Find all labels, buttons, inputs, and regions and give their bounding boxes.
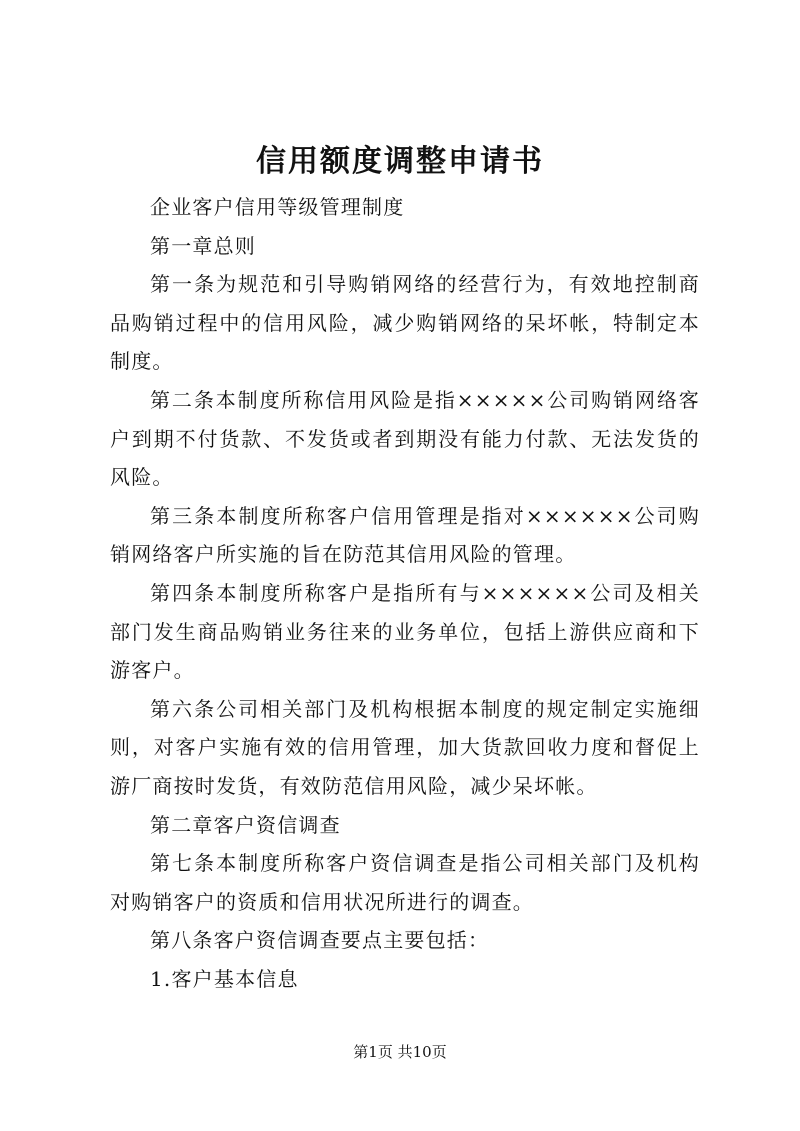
document-title: 信用额度调整申请书	[256, 144, 544, 179]
article-6: 第六条公司相关部门及机构根据本制度的规定制定实施细则，对客户实施有效的信用管理，加大货款回收力度和督促上游厂商按时发货，有效防范信用风险，减少呆坏帐。	[110, 696, 700, 798]
article-8: 第八条客户资信调查要点主要包括：	[150, 928, 490, 953]
article-4: 第四条本制度所称客户是指所有与××××××公司及相关部门发生商品购销业务往来的业务单位，包括上游供应商和下游客户。	[110, 580, 700, 683]
page-footer: 第1页 共10页	[353, 1043, 447, 1061]
chapter-heading-2: 第二章客户资信调查	[150, 812, 341, 837]
article-2: 第二条本制度所称信用风险是指×××××公司购销网络客户到期不付货款、不发货或者到期没有能力付款、无法发货的风险。	[110, 387, 700, 490]
paragraph-subtitle: 企业客户信用等级管理制度	[150, 195, 405, 219]
document-body	[110, 188, 700, 998]
chapter-heading-1: 第一章总则	[150, 233, 256, 258]
article-3: 第三条本制度所称客户信用管理是指对××××××公司购销网络客户所实施的旨在防范其信用风险的管理。	[110, 503, 700, 567]
article-7: 第七条本制度所称客户资信调查是指公司相关部门及机构对购销客户的资质和信用状况所进行的调查。	[110, 851, 700, 914]
list-item-1: 1.客户基本信息	[150, 966, 299, 991]
article-1: 第一条为规范和引导购销网络的经营行为，有效地控制商品购销过程中的信用风险，减少购销网络的呆坏帐，特制定本制度。	[110, 272, 700, 374]
